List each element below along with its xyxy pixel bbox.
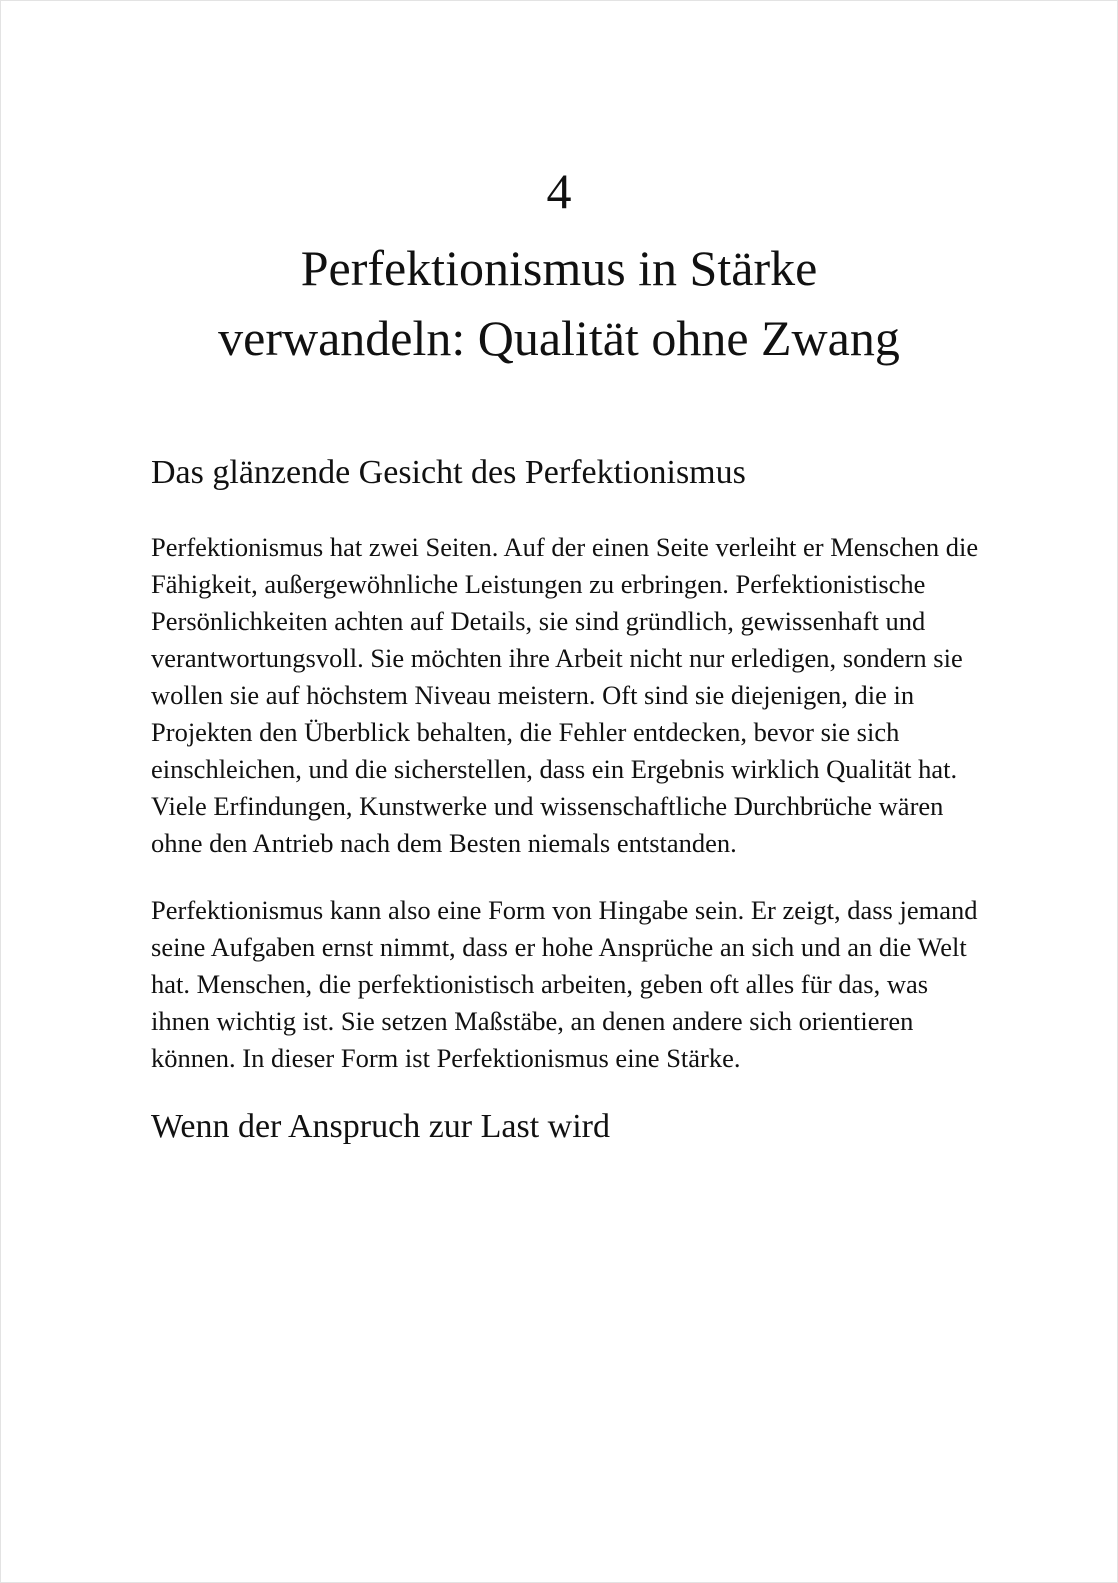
chapter-title <box>101 233 1017 373</box>
section-heading-shining-face: Das glänzende Gesicht des Perfektionismus <box>151 454 746 491</box>
chapter-number: 4 <box>546 163 572 219</box>
paragraph-devotion: Perfektionismus kann also eine Form von Hingabe sein. Er zeigt, dass jemand seine Aufgaben ernst nimmt, dass er hohe Ansprüche an sich und an die Welt hat. Menschen, die perfektionistisch arbeiten, geben oft alles für das, was ihnen wichtig ist. Sie setzen Maßstäbe, an denen andere sich orientieren können. In dieser Form ist Perfektionismus eine Stärke. <box>151 895 978 1073</box>
chapter-content <box>151 449 981 1151</box>
chapter-title-line-2: verwandeln: Qualität ohne Zwang <box>218 310 900 366</box>
paragraph-two-sides: Perfektionismus hat zwei Seiten. Auf der einen Seite verleiht er Menschen die Fähigkeit, außergewöhnliche Leistungen zu erbringen. Perfektionistische Persönlichkeiten achten auf Details, sie sind gründlich, gewissenhaft und verantwortungsvoll. Sie möchten ihre Arbeit nicht nur erledigen, sondern sie wollen sie auf höchstem Niveau meistern. Oft sind sie diejenigen, die in Projekten den Überblick behalten, die Fehler entdecken, bevor sie sich einschleichen, und die sicherstellen, dass ein Ergebnis wirklich Qualität hat. Viele Erfindungen, Kunstwerke und wissenschaftliche Durchbrüche wären ohne den Antrieb nach dem Besten niemals entstanden. <box>151 532 979 858</box>
section-heading-burden: Wenn der Anspruch zur Last wird <box>151 1108 610 1145</box>
chapter-title-line-1: Perfektionismus in Stärke <box>300 240 818 296</box>
